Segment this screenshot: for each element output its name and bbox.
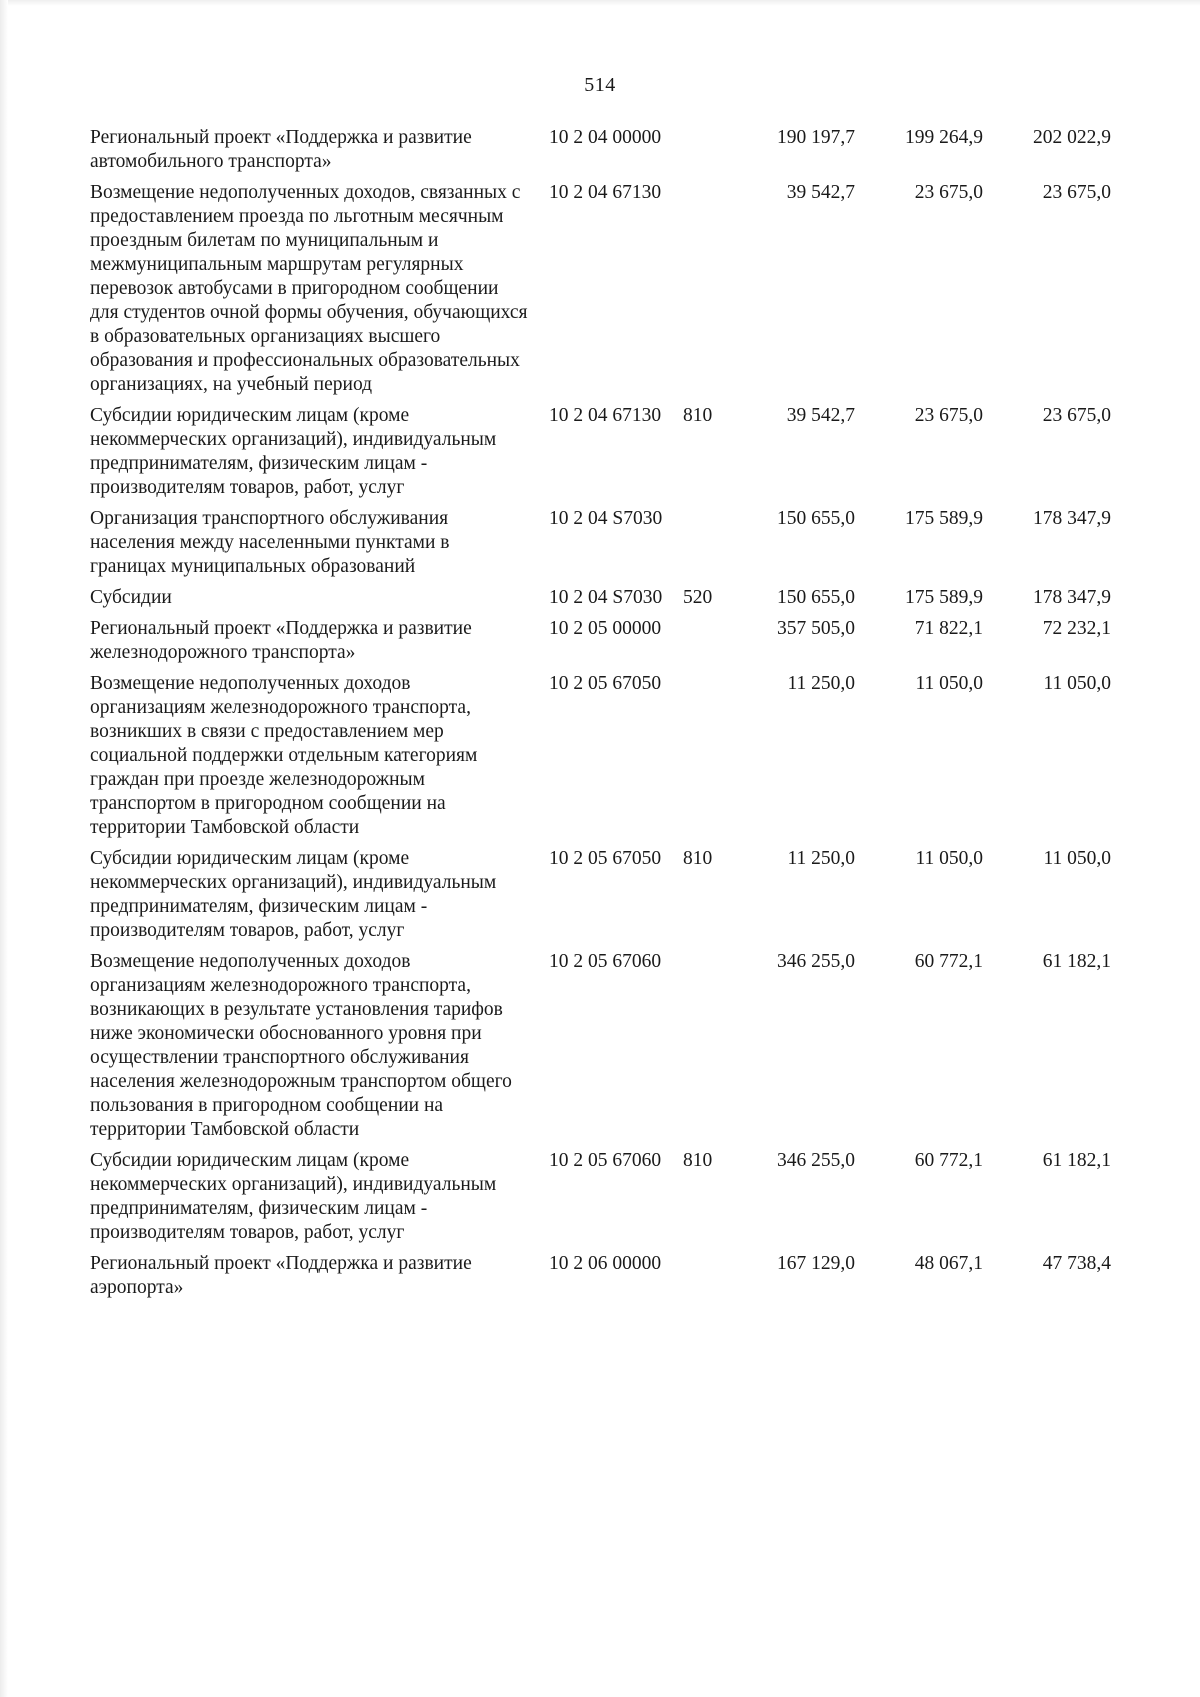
row-name: Организация транспортного обслуживания населения между населенными пунктами в границах муниципальных образований [90, 508, 450, 577]
row-expense-type [673, 950, 725, 1142]
row-value-1: 39 542,7 [786, 182, 855, 203]
row-name: Возмещение недополученных доходов организациям железнодорожного транспорта, возникших в связи с предоставлением мер социальной поддержки отдельным категориям граждан при проезде железнодорожным транспортом в пригородном сообщении на территории Тамбовской области [90, 673, 478, 838]
row-value-2: 23 675,0 [914, 405, 983, 426]
row-name: Субсидии юридическим лицам (кроме некоммерческих организаций), индивидуальным предпринимателям, физическим лицам - производителям товаров, работ, услуг [90, 405, 497, 498]
row-code: 10 2 05 67060 [549, 1150, 662, 1171]
row-expense-type: 810 [683, 405, 713, 426]
scan-edge-left [0, 0, 8, 1697]
row-name: Региональный проект «Поддержка и развитие автомобильного транспорта» [90, 127, 472, 172]
row-value-2: 71 822,1 [914, 618, 983, 639]
row-value-2: 60 772,1 [914, 951, 983, 972]
row-name: Субсидии юридическим лицам (кроме некоммерческих организаций), индивидуальным предпринимателям, физическим лицам - производителям товаров, работ, услуг [90, 848, 497, 941]
row-value-1: 150 655,0 [777, 587, 855, 608]
row-code: 10 2 05 67060 [549, 951, 662, 972]
table-row [90, 617, 1180, 665]
row-value-1: 167 129,0 [777, 1253, 855, 1274]
row-value-2: 60 772,1 [914, 1150, 983, 1171]
row-name: Возмещение недополученных доходов, связанных с предоставлением проезда по льготным месячным проездным билетам по муниципальным и межмуниципальным маршрутам регулярных перевозок автобусами в пригородном сообщении для студентов очной формы обучения, обучающихся в образовательных организациях высшего образования и профессиональных образовательных организациях, на учебный период [90, 182, 528, 395]
row-expense-type: 810 [683, 848, 713, 869]
table-row [90, 672, 1180, 840]
budget-table [90, 126, 1180, 1307]
row-expense-type [673, 672, 725, 840]
table-row [90, 404, 1180, 500]
row-code: 10 2 05 67050 [549, 673, 662, 694]
row-value-3: 61 182,1 [1042, 951, 1111, 972]
table-row [90, 950, 1180, 1142]
row-name: Региональный проект «Поддержка и развитие железнодорожного транспорта» [90, 618, 472, 663]
row-value-2: 175 589,9 [905, 587, 983, 608]
row-value-2: 11 050,0 [915, 673, 983, 694]
row-value-3: 47 738,4 [1042, 1253, 1111, 1274]
table-row [90, 181, 1180, 397]
row-value-1: 346 255,0 [777, 1150, 855, 1171]
row-value-3: 11 050,0 [1043, 848, 1111, 869]
row-value-1: 11 250,0 [787, 848, 855, 869]
table-row [90, 1252, 1180, 1300]
row-expense-type: 810 [683, 1150, 713, 1171]
row-expense-type [673, 507, 725, 579]
row-expense-type [673, 126, 725, 174]
row-expense-type [673, 181, 725, 397]
table-row [90, 507, 1180, 579]
row-value-3: 11 050,0 [1043, 673, 1111, 694]
row-name: Субсидии юридическим лицам (кроме некоммерческих организаций), индивидуальным предпринимателям, физическим лицам - производителям товаров, работ, услуг [90, 1150, 497, 1243]
row-value-1: 190 197,7 [777, 127, 855, 148]
row-value-1: 150 655,0 [777, 508, 855, 529]
row-expense-type [673, 617, 725, 665]
table-row [90, 586, 1180, 610]
row-expense-type: 520 [683, 587, 713, 608]
row-value-3: 23 675,0 [1042, 182, 1111, 203]
scan-edge-top [0, 0, 1200, 6]
row-name: Возмещение недополученных доходов организациям железнодорожного транспорта, возникающих в результате установления тарифов ниже экономически обоснованного уровня при осуществлении транспортного обслуживания населения железнодорожным транспортом общего пользования в пригородном сообщении на территории Тамбовской области [90, 951, 512, 1140]
row-name: Субсидии [90, 587, 172, 608]
table-row [90, 126, 1180, 174]
row-code: 10 2 06 00000 [549, 1253, 662, 1274]
row-code: 10 2 04 S7030 [549, 508, 663, 529]
row-code: 10 2 04 00000 [549, 127, 662, 148]
row-name: Региональный проект «Поддержка и развитие аэропорта» [90, 1253, 472, 1298]
row-code: 10 2 05 67050 [549, 848, 662, 869]
row-value-1: 357 505,0 [777, 618, 855, 639]
row-value-3: 178 347,9 [1033, 587, 1111, 608]
row-value-3: 23 675,0 [1042, 405, 1111, 426]
row-value-3: 178 347,9 [1033, 508, 1111, 529]
table-row [90, 847, 1180, 943]
page-number: 514 [584, 74, 616, 96]
row-code: 10 2 04 S7030 [549, 587, 663, 608]
table-row [90, 1149, 1180, 1245]
row-code: 10 2 04 67130 [549, 405, 662, 426]
row-expense-type [673, 1252, 725, 1300]
row-value-1: 39 542,7 [786, 405, 855, 426]
row-value-1: 346 255,0 [777, 951, 855, 972]
row-value-3: 202 022,9 [1033, 127, 1111, 148]
row-value-2: 23 675,0 [914, 182, 983, 203]
row-value-3: 61 182,1 [1042, 1150, 1111, 1171]
row-value-2: 48 067,1 [914, 1253, 983, 1274]
row-code: 10 2 05 00000 [549, 618, 662, 639]
row-value-1: 11 250,0 [787, 673, 855, 694]
row-code: 10 2 04 67130 [549, 182, 662, 203]
row-value-2: 199 264,9 [905, 127, 983, 148]
row-value-2: 175 589,9 [905, 508, 983, 529]
row-value-2: 11 050,0 [915, 848, 983, 869]
row-value-3: 72 232,1 [1042, 618, 1111, 639]
